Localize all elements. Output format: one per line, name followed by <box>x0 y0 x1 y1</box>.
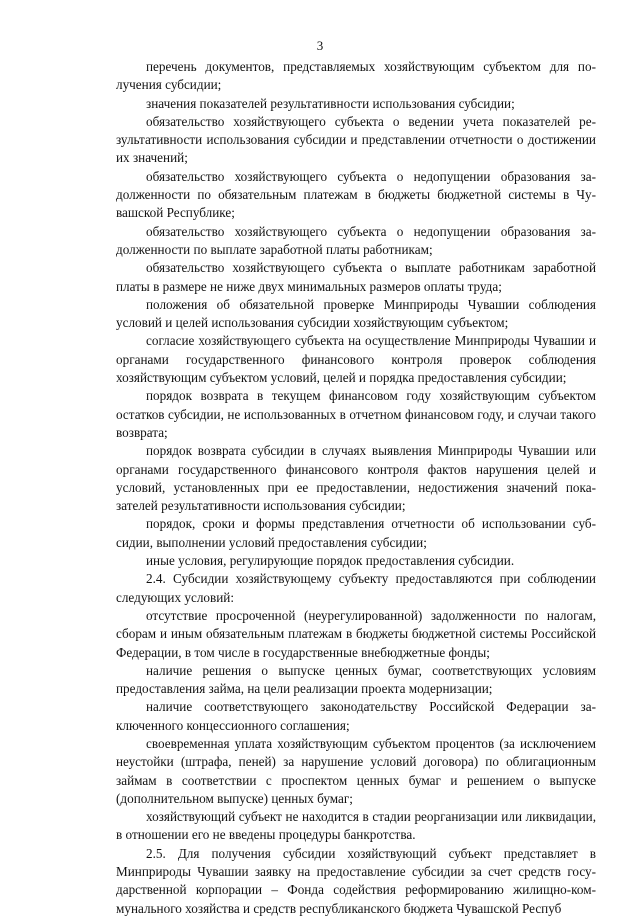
paragraph: обязательство хозяйствующего субъекта о ведении учета показателей результативности использования субсидии и представлении отчетности о достижении их значений; <box>116 113 596 166</box>
paragraph: порядок возврата в текущем финансовом году хозяйствующим субъектом остатков субсидии, не использованных в отчетном финансовом году, и случаи такого возврата; <box>116 388 596 440</box>
paragraph: значения показателей результативности использования субсидии; <box>146 95 515 111</box>
paragraph: своевременная уплата хозяйствующим субъектом процентов (за исключением неустойки (штрафа, пеней) за нарушение условий договора) по облигационным займам в соответствии с проспектом ценных бумаг и решением о выпуске (дополнительном выпуске) ценных бумаг; <box>116 735 596 806</box>
paragraph: наличие соответствующего законодательству Российской Федерации заключенного концессионного соглашения; <box>116 699 596 733</box>
paragraph: отсутствие просроченной (неурегулированной) задолженности по налогам, сборам и иным обязательным платежам в бюджеты бюджетной системы Российской Федерации, в том числе в государственные внебюджетные фонды; <box>116 607 596 660</box>
paragraph: наличие решения о выпуске ценных бумаг, соответствующих условиям предоставления займа, на цели реализации проекта модернизации; <box>116 662 596 697</box>
paragraph: обязательство хозяйствующего субъекта о выплате работникам заработной платы в размере не ниже двух минимальных размеров оплаты труда; <box>116 260 596 294</box>
paragraph: перечень документов, представляемых хозяйствующим субъектом для получения субсидии; <box>116 59 596 93</box>
paragraph: обязательство хозяйствующего субъекта о недопущении образования задолженности по обязательным платежам в бюджеты бюджетной системы в Чувашской Республике; <box>116 168 596 221</box>
paragraph: порядок, сроки и формы представления отчетности об использовании субсидии, выполнении условий предоставления субсидии; <box>116 516 596 550</box>
paragraph: согласие хозяйствующего субъекта на осуществление Минприроды Чувашии и органами государственного финансового контроля проверок соблюдения хозяйствующим субъектом условий, целей и порядка предоставления субсидии; <box>116 333 596 386</box>
paragraph: хозяйствующий субъект не находится в стадии реорганизации или ликвидации, в отношении его не введены процедуры банкротства. <box>116 809 596 843</box>
paragraph: обязательство хозяйствующего субъекта о недопущении образования задолженности по выплате заработной платы работникам; <box>116 223 596 257</box>
page-number: 3 <box>316 38 324 53</box>
paragraph: 2.5. Для получения субсидии хозяйствующий субъект представляет в Минприроды Чувашии заявку на предоставление субсидии за счет средств государственной корпорации – Фонда содействия реформированию жилищно-коммунального хозяйства и средств республиканского бюджета Чувашской Респуб <box>116 845 596 916</box>
paragraph: порядок возврата субсидии в случаях выявления Минприроды Чувашии или органами государственного финансового контроля фактов нарушения целей и условий, установленных при ее предоставлении, недостижения значений показателей результативности использования субсидии; <box>116 443 596 514</box>
paragraph: положения об обязательной проверке Минприроды Чувашии соблюдения условий и целей использования субсидии хозяйствующим субъектом; <box>116 296 596 331</box>
paragraph: 2.4. Субсидии хозяйствующему субъекту предоставляются при соблюдении следующих условий: <box>116 571 596 605</box>
paragraph: иные условия, регулирующие порядок предоставления субсидии. <box>146 553 515 569</box>
document-body <box>116 58 596 918</box>
